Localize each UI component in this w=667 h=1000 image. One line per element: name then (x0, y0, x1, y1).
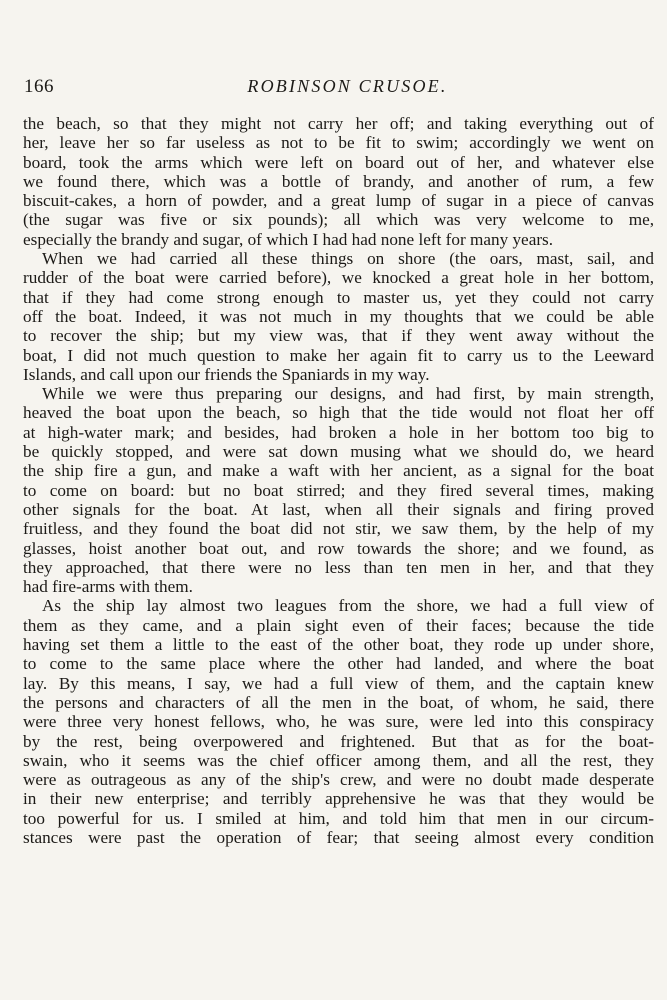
text-line: be quickly stopped, and were sat down musing what we should do, we heard (23, 442, 654, 462)
text-line: rudder of the boat were carried before), we knocked a great hole in her bottom, (23, 268, 654, 288)
text-line: stances were past the operation of fear; that seeing almost every condition (23, 827, 654, 847)
text-line: her, leave her so far useless as not to be fit to swim; accordingly we went on (23, 133, 654, 153)
text-line: board, took the arms which were left on board out of her, and whatever else (23, 152, 654, 172)
text-line: fruitless, and they found the boat did not stir, we saw them, by the help of my (23, 519, 654, 539)
text-line: them as they came, and a plain sight even of their faces; because the tide (23, 615, 654, 635)
text-line: had fire-arms with them. (23, 577, 193, 597)
text-line: boat, I did not much question to make her again fit to carry us to the Leeward (23, 345, 654, 365)
text-line: glasses, hoist another boat out, and row towards the shore; and we found, as (23, 538, 654, 558)
text-line: As the ship lay almost two leagues from the shore, we had a full view of (42, 596, 654, 616)
text-line: having set them a little to the east of the other boat, they rode up under shore, (23, 635, 654, 655)
text-line: in their new enterprise; and terribly apprehensive he was that they would be (23, 789, 654, 809)
text-line: (the sugar was five or six pounds); all which was very welcome to me, (23, 210, 654, 230)
text-line: at high-water mark; and besides, had broken a hole in her bottom too big to (23, 422, 654, 442)
text-line: were three very honest fellows, who, he was sure, were led into this conspiracy (23, 712, 654, 732)
text-line: off the boat. Indeed, it was not much in my thoughts that we could be able (23, 306, 654, 326)
text-line: too powerful for us. I smiled at him, and told him that men in our circum- (23, 808, 654, 828)
text-line: that if they had come strong enough to master us, yet they could not carry (23, 287, 654, 307)
text-line: heaved the boat upon the beach, so high that the tide would not float her off (23, 403, 654, 423)
running-title: ROBINSON CRUSOE. (247, 76, 448, 96)
text-line: the persons and characters of all the men in the boat, of whom, he said, there (23, 692, 654, 712)
text-line: While we were thus preparing our designs, and had first, by main strength, (42, 384, 654, 404)
text-line: to come to the same place where the other had landed, and where the boat (23, 654, 654, 674)
text-line: by the rest, being overpowered and frightened. But that as for the boat- (23, 731, 654, 751)
text-line: Islands, and call upon our friends the Spaniards in my way. (23, 364, 430, 384)
text-line: the ship fire a gun, and make a waft with her ancient, as a signal for the boat (23, 461, 654, 481)
page-header (24, 76, 631, 102)
text-line: to recover the ship; but my view was, that if they went away without the (23, 326, 654, 346)
text-line: to come on board: but no boat stirred; and they fired several times, making (23, 480, 654, 500)
text-line: were as outrageous as any of the ship's crew, and were no doubt made desperate (23, 770, 654, 790)
text-line: swain, who it seems was the chief officer among them, and all the rest, they (23, 750, 654, 770)
text-line: lay. By this means, I say, we had a full view of them, and the captain knew (23, 673, 654, 693)
text-line: they approached, that there were no less than ten men in her, and that they (23, 557, 654, 577)
body-text (23, 114, 654, 847)
text-line: we found there, which was a bottle of brandy, and another of rum, a few (23, 171, 654, 191)
text-line: biscuit-cakes, a horn of powder, and a great lump of sugar in a piece of canvas (23, 191, 654, 211)
text-line: the beach, so that they might not carry her off; and taking everything out of (23, 114, 654, 133)
text-line: When we had carried all these things on shore (the oars, mast, sail, and (42, 249, 654, 269)
text-line: especially the brandy and sugar, of which I had had none left for many years. (23, 229, 554, 249)
text-line: other signals for the boat. At last, when all their signals and firing proved (23, 499, 654, 519)
page-number: 166 (24, 76, 54, 97)
